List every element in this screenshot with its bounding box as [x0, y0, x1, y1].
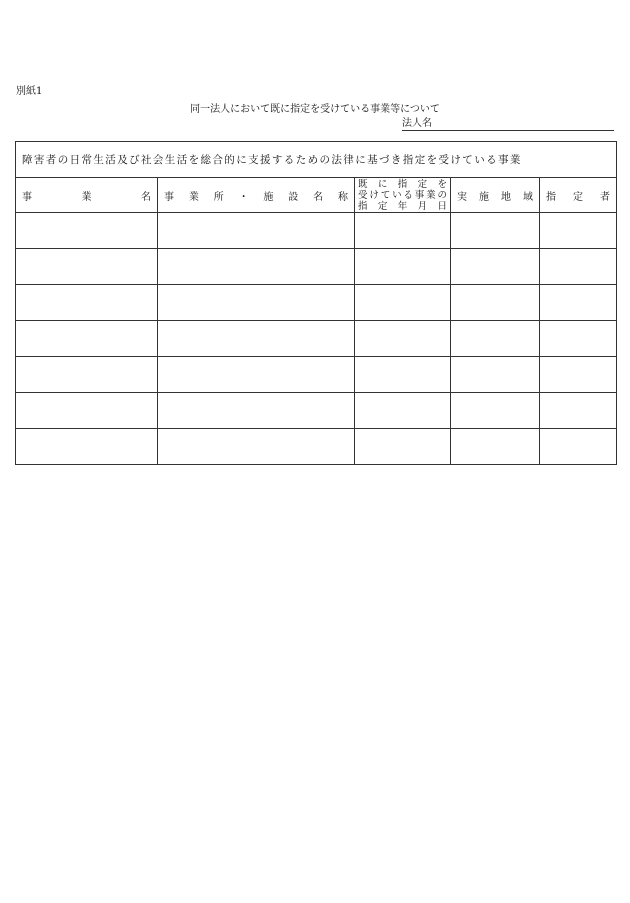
cell-designation-date[interactable] [355, 393, 451, 429]
cell-business-name[interactable] [16, 249, 158, 285]
cell-facility-name[interactable] [158, 213, 355, 249]
table-row [16, 321, 617, 357]
table-row [16, 357, 617, 393]
cell-business-name[interactable] [16, 213, 158, 249]
table-row [16, 429, 617, 465]
corporation-name-label: 法人名 [402, 118, 432, 129]
table-banner: 障害者の日常生活及び社会生活を総合的に支援するための法律に基づき指定を受けている事業 [16, 142, 617, 178]
cell-facility-name[interactable] [158, 393, 355, 429]
document-title: 同一法人において既に指定を受けている事業等について [190, 104, 440, 115]
cell-designation-date[interactable] [355, 249, 451, 285]
header-designation-date-line1: 既に指定を [358, 178, 447, 190]
cell-designator[interactable] [540, 429, 617, 465]
table-row [16, 393, 617, 429]
cell-designator[interactable] [540, 357, 617, 393]
header-designator: 指定者 [540, 178, 617, 213]
header-implementation-area: 実施地域 [451, 178, 540, 213]
cell-facility-name[interactable] [158, 429, 355, 465]
cell-designator[interactable] [540, 249, 617, 285]
cell-designation-date[interactable] [355, 213, 451, 249]
table-row [16, 285, 617, 321]
cell-facility-name[interactable] [158, 357, 355, 393]
table-row [16, 213, 617, 249]
cell-implementation-area[interactable] [451, 285, 540, 321]
cell-implementation-area[interactable] [451, 429, 540, 465]
cell-implementation-area[interactable] [451, 393, 540, 429]
cell-implementation-area[interactable] [451, 357, 540, 393]
cell-designator[interactable] [540, 285, 617, 321]
cell-designation-date[interactable] [355, 357, 451, 393]
cell-designator[interactable] [540, 213, 617, 249]
cell-business-name[interactable] [16, 393, 158, 429]
cell-implementation-area[interactable] [451, 213, 540, 249]
cell-business-name[interactable] [16, 357, 158, 393]
attachment-label: 別紙1 [16, 86, 43, 97]
cell-facility-name[interactable] [158, 285, 355, 321]
cell-business-name[interactable] [16, 321, 158, 357]
cell-facility-name[interactable] [158, 249, 355, 285]
cell-designation-date[interactable] [355, 285, 451, 321]
cell-designator[interactable] [540, 393, 617, 429]
table-header-row [16, 178, 617, 213]
cell-business-name[interactable] [16, 429, 158, 465]
cell-business-name[interactable] [16, 285, 158, 321]
header-business-name: 事業名 [16, 178, 158, 213]
header-designation-date [355, 178, 451, 213]
cell-designation-date[interactable] [355, 321, 451, 357]
header-designation-date-line3: 指定年月日 [358, 200, 447, 212]
header-designation-date-line2: 受けている事業の [358, 189, 447, 201]
table-row [16, 249, 617, 285]
cell-designator[interactable] [540, 321, 617, 357]
corporation-name-field[interactable] [402, 118, 614, 131]
cell-facility-name[interactable] [158, 321, 355, 357]
cell-implementation-area[interactable] [451, 321, 540, 357]
cell-designation-date[interactable] [355, 429, 451, 465]
designated-business-table [15, 141, 617, 465]
header-facility-name: 事業所・施設名称 [158, 178, 355, 213]
cell-implementation-area[interactable] [451, 249, 540, 285]
